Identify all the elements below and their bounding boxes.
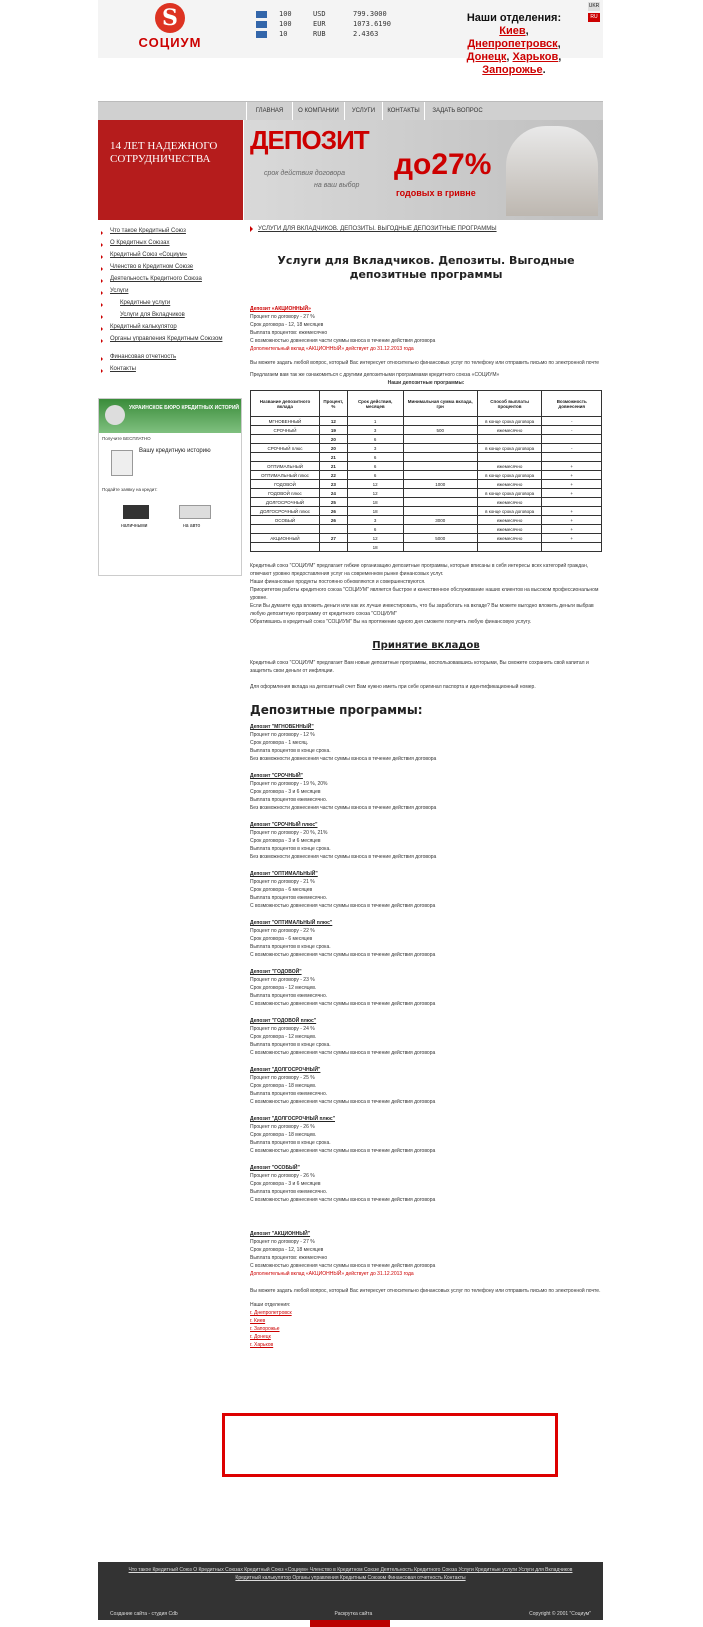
table-cell: в конце срока договора bbox=[477, 417, 542, 426]
table-cell: 21 bbox=[319, 462, 347, 471]
branch-links bbox=[250, 1309, 602, 1349]
ubki-name: УКРАИНСКОЕ БЮРО КРЕДИТНЫХ ИСТОРИЙ bbox=[129, 405, 240, 411]
cash-icon[interactable] bbox=[123, 505, 149, 519]
table-row bbox=[251, 453, 602, 462]
table-cell: 21 bbox=[319, 453, 347, 462]
ubki-logo-icon bbox=[105, 405, 125, 425]
sidebar-menu bbox=[98, 228, 243, 378]
table-cell: 12 bbox=[347, 489, 403, 498]
info-paragraph: Обратившись в кредитный союз "СОЦИУМ" Вы на протяжении одного дня сможете получить любую финансовую услугу. bbox=[250, 619, 532, 625]
program-title[interactable]: Депозит "ДОЛГОСРОЧНЫЙ" bbox=[250, 1067, 321, 1073]
table-cell: 18 bbox=[347, 498, 403, 507]
table-cell: 27 bbox=[319, 534, 347, 543]
table-cell: 3 bbox=[347, 516, 403, 525]
program-line: С возможностью довнесения части суммы взноса в течение действия договора bbox=[250, 1099, 436, 1105]
banner-slogan: 14 ЛЕТ НАДЕЖНОГО СОТРУДНИЧЕСТВА bbox=[98, 120, 243, 220]
program-line: Выплата процентов ежемесячно. bbox=[250, 895, 328, 901]
table-cell: ежемесячно bbox=[477, 516, 542, 525]
table-cell: 20 bbox=[319, 435, 347, 444]
table-cell: 3 bbox=[347, 426, 403, 435]
branches-block: Наши отделения: Киев, Днепропетровск, Донецк, Харьков, Запорожье. bbox=[460, 12, 568, 77]
program-title[interactable]: Депозит "СРОЧНЫЙ" bbox=[250, 773, 303, 779]
nav-services[interactable]: УСЛУГИ bbox=[344, 102, 382, 121]
program-title[interactable]: Депозит "ОСОБЫЙ" bbox=[250, 1165, 300, 1171]
table-cell bbox=[403, 462, 477, 471]
program-item bbox=[250, 1164, 602, 1204]
program-line: Процент по договору - 19 %, 20% bbox=[250, 781, 328, 787]
info-paragraph: Приоритетом работы кредитного союза "СОЦИУМ" является быстрое и качественное обслуживание наших клиентов на высоком профессиональном уровне. bbox=[250, 587, 599, 601]
accept-paragraph: Для оформления вклада на депозитный счет Вам нужно иметь при себе оригинал паспорта и идентификационный номер. bbox=[250, 684, 536, 690]
rate-value: 2.4363 bbox=[353, 30, 379, 38]
table-header: Название депозитного вклада bbox=[251, 391, 320, 417]
table-cell: 26 bbox=[319, 507, 347, 516]
table-cell bbox=[542, 435, 602, 444]
table-cell bbox=[477, 435, 542, 444]
nav-ask-question[interactable]: ЗАДАТЬ ВОПРОС bbox=[424, 102, 490, 121]
table-cell: АКЦИОННЫЙ bbox=[251, 534, 320, 543]
table-cell: 6 bbox=[347, 435, 403, 444]
table-cell: 23 bbox=[319, 480, 347, 489]
info-paragraph: Если Вы думаете куда вложить деньги или как их лучше инвестировать, что бы заработать на вкладе? Вы можете выгодно вложить деньги выбрав любую депозитную программу от кредитного союза "СОЦИУМ" bbox=[250, 603, 594, 617]
program-title[interactable]: Депозит "МГНОВЕННЫЙ" bbox=[250, 724, 314, 730]
table-cell: 26 bbox=[319, 516, 347, 525]
program-line: Без возможности довнесения части суммы взноса в течение действия договора bbox=[250, 854, 437, 860]
program-line: Процент по договору - 25 % bbox=[250, 1075, 315, 1081]
program-line: С возможностью довнесения части суммы взноса в течение действия договора bbox=[250, 1148, 436, 1154]
table-cell: 12 bbox=[319, 417, 347, 426]
promo-line: Выплата процентов: ежемесячно bbox=[250, 330, 328, 336]
promo-banner[interactable] bbox=[98, 120, 603, 220]
currency-rates bbox=[256, 9, 423, 39]
car-icon[interactable] bbox=[179, 505, 211, 519]
program-line: Без возможности довнесения части суммы взноса в течение действия договора bbox=[250, 756, 437, 762]
program-line: С возможностью довнесения части суммы взноса в течение действия договора bbox=[250, 952, 436, 958]
logo-text: СОЦИУМ bbox=[138, 35, 202, 50]
programs-list bbox=[250, 723, 602, 1278]
program-title[interactable]: Депозит "АКЦИОННЫЙ" bbox=[250, 1231, 311, 1237]
table-header: Срок действия, месяцев bbox=[347, 391, 403, 417]
program-line: Выплата процентов ежемесячно. bbox=[250, 1189, 328, 1195]
table-cell bbox=[251, 525, 320, 534]
nav-contacts[interactable]: КОНТАКТЫ bbox=[382, 102, 424, 121]
ubki-apply: Подайте заявку на кредит: bbox=[102, 487, 158, 492]
program-title[interactable]: Депозит "ДОЛГОСРОЧНЫЙ плюс" bbox=[250, 1116, 335, 1122]
table-cell: ДОЛГОСРОЧНЫЙ bbox=[251, 498, 320, 507]
table-row bbox=[251, 435, 602, 444]
table-title: Наши депозитные программы: bbox=[387, 380, 465, 386]
ubki-header[interactable] bbox=[99, 399, 241, 433]
program-line: Выплата процентов в конце срока. bbox=[250, 1140, 331, 1146]
logo[interactable] bbox=[130, 3, 210, 55]
table-cell: + bbox=[542, 516, 602, 525]
program-line: Процент по договору - 12 % bbox=[250, 732, 315, 738]
car-label: на авто bbox=[183, 523, 201, 529]
nav-about[interactable]: О КОМПАНИИ bbox=[292, 102, 344, 121]
table-row bbox=[251, 462, 602, 471]
program-line: Срок договора - 3 и 6 месяцев bbox=[250, 789, 321, 795]
table-cell: ежемесячно bbox=[477, 498, 542, 507]
branch-link[interactable]: г. Днепропетровск bbox=[250, 1310, 292, 1316]
table-row bbox=[251, 525, 602, 534]
program-title[interactable]: Депозит "ГОДОВОЙ плюс" bbox=[250, 1018, 317, 1024]
sidebar-item[interactable]: Что такое Кредитный Союз bbox=[98, 228, 243, 240]
program-line: Процент по договору - 26 % bbox=[250, 1173, 315, 1179]
table-cell: + bbox=[542, 534, 602, 543]
table-cell: 500 bbox=[403, 426, 477, 435]
table-cell: в конце срока договора bbox=[477, 507, 542, 516]
table-cell: + bbox=[542, 462, 602, 471]
promo-line: Дополнительный вклад «АКЦИОННЫЙ» действует до 31.12.2013 года bbox=[250, 346, 414, 352]
program-line: Процент по договору - 20 %, 21% bbox=[250, 830, 328, 836]
info-paragraph: Кредитный союз "СОЦИУМ" предлагает гибкие организацию депозитные программы, которые вписаны в себя интересы всех категорий граждан, отвечают уровню предоставления услуг на современном рынке финансовых услуг. bbox=[250, 563, 589, 577]
sidebar-item[interactable]: О Кредитных Союзах bbox=[98, 240, 243, 252]
branch-link[interactable]: г. Киев bbox=[250, 1318, 266, 1324]
program-item bbox=[250, 968, 602, 1008]
program-line: Срок договора - 3 и 6 месяцев bbox=[250, 1181, 321, 1187]
program-item bbox=[250, 772, 602, 812]
table-cell bbox=[403, 417, 477, 426]
document-icon bbox=[111, 450, 133, 476]
table-cell bbox=[403, 543, 477, 552]
footer-made[interactable]: Создание сайта - студия Cdb bbox=[110, 1611, 178, 1617]
table-cell: + bbox=[542, 471, 602, 480]
logo-mark: S bbox=[155, 3, 185, 33]
program-line: Процент по договору - 27 % bbox=[250, 1239, 315, 1245]
program-line: Дополнительный вклад «АКЦИОННЫЙ» действует до 31.12.2013 года bbox=[250, 1271, 414, 1277]
program-item bbox=[250, 1115, 602, 1155]
table-cell: в конце срока договора bbox=[477, 471, 542, 480]
banner-sub2: на ваш выбор bbox=[314, 182, 360, 189]
table-cell: 5000 bbox=[403, 534, 477, 543]
program-line: Срок договора - 1 месяц. bbox=[250, 740, 309, 746]
promo-line: Срок договора - 12, 18 месяцев bbox=[250, 322, 324, 328]
table-cell: + bbox=[542, 480, 602, 489]
branch-link[interactable]: г. Запорожье bbox=[250, 1326, 280, 1332]
accept-text bbox=[250, 659, 602, 691]
banner-image bbox=[244, 120, 603, 220]
program-line: Процент по договору - 21 % bbox=[250, 879, 315, 885]
table-cell: ОСОБЫЙ bbox=[251, 516, 320, 525]
table-row bbox=[251, 489, 602, 498]
program-line: Процент по договору - 24 % bbox=[250, 1026, 315, 1032]
table-cell bbox=[542, 453, 602, 462]
flag-icon bbox=[256, 11, 267, 18]
lang-ukr[interactable]: UKR bbox=[588, 3, 600, 9]
program-line: Срок договора - 12 месяцев. bbox=[250, 985, 317, 991]
table-cell bbox=[403, 453, 477, 462]
table-header: Возможность довнесения bbox=[542, 391, 602, 417]
table-cell bbox=[403, 489, 477, 498]
rate-code: RUB bbox=[313, 30, 326, 38]
program-line: С возможностью довнесения части суммы взноса в течение действия договора bbox=[250, 1001, 436, 1007]
program-item bbox=[250, 723, 602, 763]
ubki-check: Получите БЕСПЛАТНО bbox=[102, 436, 151, 441]
program-title[interactable]: Депозит "ГОДОВОЙ" bbox=[250, 969, 302, 975]
program-line: С возможностью довнесения части суммы взноса в течение действия договора bbox=[250, 1263, 436, 1269]
table-header: Процент, % bbox=[319, 391, 347, 417]
branch-link[interactable]: г. Донецк bbox=[250, 1334, 271, 1340]
table-cell bbox=[251, 435, 320, 444]
table-cell: ОПТИМАЛЬНЫЙ bbox=[251, 462, 320, 471]
sidebar-item[interactable]: Услуги для Вкладчиков bbox=[98, 312, 243, 324]
table-cell bbox=[403, 471, 477, 480]
top-nav bbox=[98, 101, 603, 120]
table-cell: 20 bbox=[319, 444, 347, 453]
table-cell bbox=[403, 435, 477, 444]
ubki-history-link[interactable] bbox=[99, 446, 241, 484]
branch-link[interactable]: Киев bbox=[499, 25, 526, 37]
rate-code: USD bbox=[313, 10, 326, 18]
accept-title: Принятие вкладов bbox=[372, 640, 480, 651]
program-item bbox=[250, 919, 602, 959]
rate-value: 1073.6190 bbox=[353, 20, 391, 28]
table-cell: 18 bbox=[347, 507, 403, 516]
banner-title: ДЕПОЗИТ bbox=[250, 125, 369, 155]
banner-sub1: срок действия договора bbox=[264, 170, 345, 177]
highlight-box bbox=[222, 1413, 558, 1477]
footer-copyright: Copyright © 2001 "Социум" bbox=[529, 1611, 591, 1617]
banner-percent: до27% bbox=[394, 148, 492, 181]
main-content bbox=[250, 226, 602, 1349]
site-header bbox=[98, 0, 603, 76]
program-line: Выплата процентов в конце срока. bbox=[250, 846, 331, 852]
info-paragraph: Наши финансовые продукты постоянно обновляются и совершенствуются. bbox=[250, 579, 426, 585]
our-branches: Наши отделения: bbox=[250, 1302, 291, 1308]
table-row bbox=[251, 534, 602, 543]
program-line: Срок договора - 12 месяцев. bbox=[250, 1034, 317, 1040]
table-row bbox=[251, 471, 602, 480]
table-cell: 1 bbox=[347, 417, 403, 426]
program-item bbox=[250, 1066, 602, 1106]
table-cell: ОПТИМАЛЬНЫЙ плюс bbox=[251, 471, 320, 480]
table-cell: в конце срока договора bbox=[477, 444, 542, 453]
program-line: Срок договора - 3 и 6 месяцев bbox=[250, 838, 321, 844]
program-line: Процент по договору - 23 % bbox=[250, 977, 315, 983]
sidebar-item[interactable]: Кредитные услуги bbox=[98, 300, 243, 312]
table-cell: 1000 bbox=[403, 480, 477, 489]
language-switcher bbox=[588, 2, 600, 24]
deposit-table bbox=[250, 390, 602, 552]
table-cell: 24 bbox=[319, 489, 347, 498]
program-item bbox=[250, 821, 602, 861]
footer-links[interactable]: Что такое Кредитный Союз О Кредитных Союзах Кредитный Союз «Социум» Членство в Кредитном Союзе Деятельность Кредитного Союза Услуги Кредитные услуги Услуги для Вкладчиков Кредитный калькулятор Органы управления Кредитным Союзом Финансовая отчетность Контакты bbox=[128, 1567, 573, 1581]
program-line: Срок договора - 12, 18 месяцев bbox=[250, 1247, 324, 1253]
branch-link[interactable]: Днепропетровск bbox=[467, 38, 558, 50]
table-cell: 6 bbox=[347, 471, 403, 480]
table-row bbox=[251, 417, 602, 426]
table-row bbox=[251, 444, 602, 453]
sidebar-item[interactable]: Контакты bbox=[98, 366, 243, 378]
sidebar-item[interactable]: Органы управления Кредитным Союзом bbox=[98, 336, 243, 354]
program-line: Выплата процентов ежемесячно. bbox=[250, 797, 328, 803]
program-line: Процент по договору - 26 % bbox=[250, 1124, 315, 1130]
table-cell: 25 bbox=[319, 498, 347, 507]
table-row bbox=[251, 480, 602, 489]
table-cell: 3000 bbox=[403, 516, 477, 525]
table-cell: ежемесячно bbox=[477, 480, 542, 489]
table-row bbox=[251, 426, 602, 435]
program-item bbox=[250, 870, 602, 910]
rate-code: EUR bbox=[313, 20, 326, 28]
table-cell: 6 bbox=[347, 453, 403, 462]
table-cell bbox=[403, 525, 477, 534]
table-cell bbox=[403, 498, 477, 507]
program-line: Выплата процентов: ежемесячно bbox=[250, 1255, 328, 1261]
promo-line: Депозит «АКЦИОННЫЙ» bbox=[250, 306, 311, 312]
table-row bbox=[251, 498, 602, 507]
promo-line: Процент по договору - 27 % bbox=[250, 314, 315, 320]
branches-title: Наши отделения: bbox=[466, 12, 562, 24]
sidebar-item[interactable]: Деятельность Кредитного Союза bbox=[98, 276, 243, 288]
ask-text: Вы можете задать любой вопрос, который Вас интересует относительно финансовых услуг по телефону или отправить письмо по электронной почте bbox=[250, 360, 600, 366]
table-row bbox=[251, 507, 602, 516]
sidebar-item[interactable]: Членство в Кредитном Союзе bbox=[98, 264, 243, 276]
sidebar-item[interactable]: Услуги bbox=[98, 288, 243, 300]
table-cell: МГНОВЕННЫЙ bbox=[251, 417, 320, 426]
table-cell: СРОЧНЫЙ плюс bbox=[251, 444, 320, 453]
program-line: Срок договора - 6 месяцев bbox=[250, 936, 313, 942]
program-line: Процент по договору - 22 % bbox=[250, 928, 315, 934]
rate-value: 799.3000 bbox=[353, 10, 387, 18]
accept-paragraph: Кредитный союз "СОЦИУМ" предлагает Вам новые депозитные программы, воспользовавшись которыми, Вы сможете сохранить свой капитал и защитить свои деньги от инфляции. bbox=[250, 660, 589, 674]
nav-home[interactable]: ГЛАВНАЯ bbox=[246, 102, 292, 121]
program-line: Срок договора - 6 месяцев bbox=[250, 887, 313, 893]
sidebar-item[interactable]: Кредитный калькулятор bbox=[98, 324, 243, 336]
table-cell: ежемесячно bbox=[477, 426, 542, 435]
program-line: Выплата процентов в конце срока. bbox=[250, 1042, 331, 1048]
branch-link[interactable]: Донецк bbox=[466, 51, 507, 63]
table-cell: 18 bbox=[347, 543, 403, 552]
counter-bar[interactable] bbox=[310, 1620, 390, 1627]
table-cell: ежемесячно bbox=[477, 462, 542, 471]
flag-icon bbox=[256, 21, 267, 28]
table-header: Способ выплаты процентов bbox=[477, 391, 542, 417]
ubki-widget bbox=[98, 398, 242, 576]
rate-row bbox=[256, 19, 423, 29]
program-line: С возможностью довнесения части суммы взноса в течение действия договора bbox=[250, 1050, 436, 1056]
sidebar-item[interactable]: Финансовая отчетность bbox=[98, 354, 243, 366]
lang-ru[interactable]: RU bbox=[588, 13, 600, 22]
programs-title: Депозитные программы: bbox=[250, 703, 423, 717]
rate-row bbox=[256, 29, 423, 39]
branch-link[interactable]: Запорожье bbox=[482, 64, 543, 76]
table-cell bbox=[542, 543, 602, 552]
table-cell: СРОЧНЫЙ bbox=[251, 426, 320, 435]
program-title[interactable]: Депозит "ОПТИМАЛЬНЫЙ" bbox=[250, 871, 318, 877]
branch-link[interactable]: Харьков bbox=[512, 51, 559, 63]
branch-link[interactable]: г. Харьков bbox=[250, 1342, 274, 1348]
table-cell bbox=[403, 507, 477, 516]
table-cell: + bbox=[542, 525, 602, 534]
family-photo bbox=[506, 126, 598, 216]
table-cell bbox=[319, 543, 347, 552]
promo-block bbox=[250, 305, 602, 353]
table-cell: ежемесячно bbox=[477, 525, 542, 534]
table-cell: 6 bbox=[347, 462, 403, 471]
table-cell bbox=[477, 453, 542, 462]
table-cell bbox=[251, 453, 320, 462]
table-cell: 22 bbox=[319, 471, 347, 480]
table-cell bbox=[251, 543, 320, 552]
cash-label: наличными bbox=[121, 523, 148, 529]
table-cell: + bbox=[542, 507, 602, 516]
table-cell: 12 bbox=[347, 480, 403, 489]
program-title[interactable]: Депозит "СРОЧНЫЙ плюс" bbox=[250, 822, 318, 828]
page-title: Услуги для Вкладчиков. Депозиты. Выгодные депозитные программы bbox=[277, 254, 575, 281]
program-line: Срок договора - 18 месяцев. bbox=[250, 1132, 317, 1138]
table-cell: 3 bbox=[347, 444, 403, 453]
ask2-text: Вы можете задать любой вопрос, который Вас интересует относительно финансовых услуг по телефону или отправить письмо по электронной почте. bbox=[250, 1288, 601, 1294]
flag-icon bbox=[256, 31, 267, 38]
table-header: Минимальная сумма вклада, грн bbox=[403, 391, 477, 417]
banner-sub3: годовых в гривне bbox=[396, 188, 476, 198]
table-cell: - bbox=[542, 426, 602, 435]
footer bbox=[98, 1562, 603, 1620]
table-cell: ГОДОВОЙ bbox=[251, 480, 320, 489]
ubki-history-label: Вашу кредитную историю bbox=[139, 448, 211, 454]
program-line: Без возможности довнесения части суммы взноса в течение действия договора bbox=[250, 805, 437, 811]
table-cell bbox=[403, 444, 477, 453]
program-line: Выплата процентов в конце срока. bbox=[250, 944, 331, 950]
program-line: Срок договора - 18 месяцев. bbox=[250, 1083, 317, 1089]
rate-amount: 100 bbox=[279, 20, 292, 28]
table-row bbox=[251, 516, 602, 525]
program-line: Выплата процентов ежемесячно. bbox=[250, 993, 328, 999]
table-cell: ГОДОВОЙ плюс bbox=[251, 489, 320, 498]
promo-line: С возможностью довнесения части суммы взноса в течение действия договора bbox=[250, 338, 436, 344]
table-cell bbox=[477, 543, 542, 552]
program-line: С возможностью довнесения части суммы взноса в течение действия договора bbox=[250, 903, 436, 909]
program-item bbox=[250, 1230, 602, 1278]
table-row bbox=[251, 543, 602, 552]
sidebar-item[interactable]: Кредитный Союз «Социум» bbox=[98, 252, 243, 264]
table-cell bbox=[542, 498, 602, 507]
program-line: С возможностью довнесения части суммы взноса в течение действия договора bbox=[250, 1197, 436, 1203]
program-line: Выплата процентов в конце срока. bbox=[250, 748, 331, 754]
offer-text: Предлагаем вам так же ознакомиться с другими депозитными программами кредитного союза «СОЦИУМ» bbox=[250, 372, 500, 378]
program-line: Выплата процентов ежемесячно. bbox=[250, 1091, 328, 1097]
breadcrumb[interactable]: УСЛУГИ ДЛЯ ВКЛАДЧИКОВ. ДЕПОЗИТЫ. ВЫГОДНЫЕ ДЕПОЗИТНЫЕ ПРОГРАММЫ bbox=[250, 226, 602, 232]
program-title[interactable]: Депозит "ОПТИМАЛЬНЫЙ плюс" bbox=[250, 920, 333, 926]
table-cell: + bbox=[542, 489, 602, 498]
rate-amount: 10 bbox=[279, 30, 288, 38]
table-cell: ДОЛГОСРОЧНЫЙ плюс bbox=[251, 507, 320, 516]
footer-promo[interactable]: Раскрутка сайта bbox=[334, 1611, 373, 1617]
table-cell bbox=[319, 525, 347, 534]
table-cell: ежемесячно bbox=[477, 534, 542, 543]
table-cell: - bbox=[542, 417, 602, 426]
program-item bbox=[250, 1017, 602, 1057]
rate-row bbox=[256, 9, 423, 19]
table-cell: 6 bbox=[347, 525, 403, 534]
rate-amount: 100 bbox=[279, 10, 292, 18]
table-cell: - bbox=[542, 444, 602, 453]
table-cell: 19 bbox=[319, 426, 347, 435]
info-paragraphs bbox=[250, 562, 602, 626]
table-cell: в конце срока договора bbox=[477, 489, 542, 498]
table-cell: 12 bbox=[347, 534, 403, 543]
